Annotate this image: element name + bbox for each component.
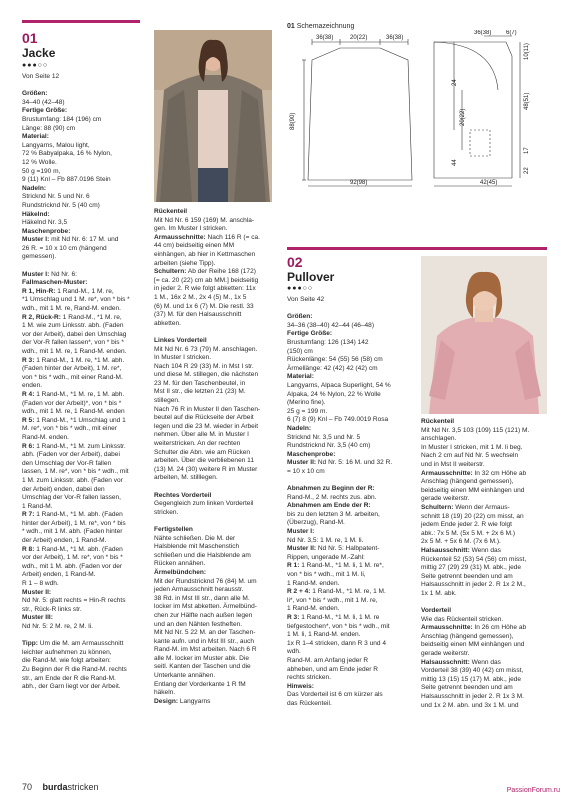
text-line bbox=[22, 632, 152, 641]
text-line: Muster II: bbox=[22, 588, 52, 596]
text-line: 72 % Babyalpaka, 16 % Nylon, bbox=[22, 150, 112, 158]
text-line: Nadeln: bbox=[22, 184, 47, 192]
text-line: 38 Rd. in Mst III str., dann alle M. bbox=[154, 594, 250, 602]
text-line: arbeiten. Über die verbliebenen 11 bbox=[154, 457, 254, 465]
text-line: Häkelnd Nr. 3,5 bbox=[22, 219, 68, 227]
text-line: von * bis * wdh., mit einer Rand-M. bbox=[22, 373, 123, 381]
text-line: Nähte schließen. Die M. der bbox=[154, 534, 236, 542]
text-line: Rand-M. am Anfang jeder R bbox=[287, 656, 369, 664]
text-line: abh. (Faden vor der Arbeit), dabei bbox=[22, 451, 120, 459]
schema-dim-front-right-d: 22 bbox=[524, 167, 530, 174]
text-line: R 3: 1 Rand-M., *1 M. li, 1 M. re bbox=[287, 613, 380, 621]
text-line: das Rückenteil. bbox=[287, 699, 332, 707]
text-line: Linkes Vorderteil bbox=[154, 336, 207, 344]
text-line: wdh., mit 1 M. abh. (Faden vor der bbox=[22, 562, 123, 570]
text-line: (Faden vor der Arbeit)*, von * bis * bbox=[22, 399, 122, 407]
text-line: gemessen). bbox=[22, 253, 57, 261]
text-line: R 1, Hin-R: 1 Rand-M., 1 M. re, bbox=[22, 287, 114, 295]
schema-dim-back-side: 88(90) bbox=[290, 112, 296, 130]
text-line: Seite getrennt beenden und am bbox=[421, 684, 513, 692]
text-line: und 1x 2 M. abn. und 3x 1 M. und bbox=[421, 701, 519, 709]
text-line: Nd Nr. 3,5: 1 M. re, 1 M. li. bbox=[287, 536, 364, 544]
section-title-pullover: Pullover bbox=[287, 270, 335, 284]
schema-dim-back-top-left: 36(38) bbox=[316, 35, 334, 41]
schema-dim-back-bottom: 92(98) bbox=[350, 180, 368, 186]
difficulty-rating-pullover: ●●●○○ bbox=[287, 285, 314, 292]
jacke-instructions-col2 bbox=[154, 208, 278, 706]
text-line: Zu Beginn der R die Rand-M. rechts bbox=[22, 665, 127, 673]
text-line: arbeiten (siehe Tipp). bbox=[154, 259, 216, 267]
text-line: Nach 104 R 29 (33) M. in Mst I str. bbox=[154, 362, 254, 370]
schema-dim-back-top-mid: 20(22) bbox=[350, 35, 368, 41]
text-line: Halsausschnitt in jeder 2. R 1x 2 M., bbox=[421, 581, 526, 589]
text-line: Muster I: mit Nd Nr. 6: 17 M. und bbox=[22, 236, 119, 244]
text-line: Brustumfang: 184 (196) cm bbox=[22, 115, 102, 123]
schema-dim-inner-a: 24 bbox=[452, 79, 458, 86]
text-line: 12 % Wolle. bbox=[22, 158, 57, 166]
text-line: Stricknd Nr. 5 und Nr. 6 bbox=[22, 193, 90, 201]
text-line: Rückenteil 52 (53) 54 (56) cm misst, bbox=[421, 555, 527, 563]
schema-header bbox=[287, 23, 354, 30]
text-line: wdh. bbox=[287, 648, 301, 656]
text-line: Armausschnitte: In 26 cm Höhe ab bbox=[421, 624, 527, 632]
text-line: jeden Armausschnitt herausstr. bbox=[154, 586, 244, 594]
text-line: 50 g =190 m, bbox=[22, 167, 61, 175]
text-line: 1 M. li, 1 Rand-M. enden. bbox=[287, 631, 361, 639]
section-number-jacke: 01 bbox=[22, 30, 38, 46]
text-line: Langyarns, Malou light, bbox=[22, 141, 90, 149]
text-line: Häkelnd: bbox=[22, 210, 50, 218]
text-line: R 5: 1 Rand-M., *1 Umschlag und 1 bbox=[22, 416, 126, 424]
text-line: Rückenteil bbox=[154, 208, 188, 215]
text-line: Fallmaschen-Muster: bbox=[22, 279, 88, 287]
text-line: Rundstricknd Nr. 3,5 (40 cm) bbox=[287, 442, 371, 450]
text-line: Ärmellänge: 42 (42) 42 (42) cm bbox=[287, 364, 378, 372]
text-line: gerade weiterstr. bbox=[421, 650, 470, 658]
text-line: Tipp: Um die M. am Armausschnitt bbox=[22, 640, 124, 648]
text-line: [= ca. 20 (22) cm ab MM.] beidseitig bbox=[154, 276, 259, 284]
text-line: 6 (7) 8 (9) Knl – Fb 749.0019 Rosa bbox=[287, 416, 389, 424]
text-line: R 2, Rück-R: 1 Rand-M., *1 M. re, bbox=[22, 313, 122, 321]
text-line: (13) M. 24 (30) weitere R im Muster bbox=[154, 465, 258, 473]
text-line: gen. Im Muster I stricken. bbox=[154, 225, 228, 233]
schema-dim-front-top-a: 36(38) bbox=[474, 30, 492, 36]
text-line: Nd Nr. 5: 2 M. re, 2 M. li. bbox=[22, 623, 93, 630]
text-line: (Faden hinter der Arbeit), 1 M. re*, bbox=[22, 365, 122, 373]
text-line: Mit Nd Nr. 5 22 M. an der Taschen- bbox=[154, 629, 256, 637]
text-line: Muster I: Nd Nr. 6: bbox=[22, 270, 77, 278]
text-line: bis zu den letzten 3 M. arbeiten, bbox=[287, 510, 380, 518]
text-line: Unterkante annähen. bbox=[154, 672, 216, 680]
schema-dim-inner-b: 20(22) bbox=[460, 108, 466, 126]
text-line: in jeder 2. R wie folgt abketten: 11x bbox=[154, 285, 256, 293]
text-line: 1 Rand-M. bbox=[22, 502, 53, 510]
text-line: Maschenprobe: bbox=[287, 450, 336, 458]
text-line: Muster II: Nd Nr. 5: 16 M. und 32 R. bbox=[287, 459, 393, 467]
text-line: Brustumfang: 126 (134) 142 bbox=[287, 338, 369, 346]
text-line: 1x R 1–4 stricken, dann R 3 und 4 bbox=[287, 639, 386, 647]
text-line: 1 Rand-M. enden. bbox=[287, 579, 340, 587]
text-line: und diese M. stillegen, die nächsten bbox=[154, 371, 259, 379]
text-line bbox=[154, 483, 278, 492]
text-line: 34–40 (42–48) bbox=[22, 98, 65, 106]
text-line: leichter aufnehmen zu können, bbox=[22, 648, 112, 656]
text-line: Entlang der Vorderkante 1 R fM bbox=[154, 680, 246, 688]
text-line: 1 M. zum Linksstr. abh. (Faden vor bbox=[22, 476, 123, 484]
text-line: Halsausschnitt: Wenn das bbox=[421, 658, 501, 666]
schema-dim-front-right-b: 48(51) bbox=[524, 92, 530, 110]
text-line: der Arbeit) enden, dabei den bbox=[22, 485, 105, 493]
text-line: R 2 + 4: 1 Rand-M., *1 M. re, 1 M. bbox=[287, 588, 386, 596]
text-line: abh., der Garn liegt vor der Arbeit. bbox=[22, 683, 121, 691]
text-line: abk.: 7x 5 M. (5x 5 M. + 2x 6 M.) bbox=[421, 529, 516, 537]
section-bar-jacke bbox=[22, 20, 140, 23]
schema-dim-front-top-b: 6(7) bbox=[506, 30, 517, 36]
text-line: enden. bbox=[22, 382, 43, 390]
text-line: Hinweis: bbox=[287, 682, 314, 690]
text-line: R 6: 1 Rand-M., *1 M. zum Linksstr. bbox=[22, 442, 126, 450]
text-line: beidseitig einen MM einhängen und bbox=[421, 641, 525, 649]
text-line: 1 Rand-M. enden. bbox=[287, 605, 340, 613]
text-line: wdh., mit 1 M. re, 1 Rand-M. enden. bbox=[22, 348, 127, 355]
text-line: 34–36 (38–40) 42–44 (46–48) bbox=[287, 321, 374, 329]
text-line: In Muster I stricken. bbox=[154, 354, 212, 362]
magazine-brand-bold: burda bbox=[42, 782, 68, 792]
text-line: und an den Nähten festheften. bbox=[154, 620, 243, 628]
text-line: und in Mst II weiterstr. bbox=[421, 460, 485, 468]
text-line: Material: bbox=[287, 373, 314, 381]
text-line: 2x 5 M. + 5x 6 M. (7x 6 M.). bbox=[421, 538, 501, 546]
text-line: wdh., mit 1 M. re, Rand-M. enden. bbox=[22, 305, 121, 313]
text-line: 1 M. wie zum Linksstr. abh. (Faden bbox=[22, 322, 124, 330]
text-line: Nach 76 R in Muster II den Taschen- bbox=[154, 405, 261, 413]
text-line: R 7: 1 Rand-M., *1 M. abh. (Faden bbox=[22, 511, 123, 519]
text-line: von * bis * wdh., mit 1 M. li, bbox=[287, 571, 366, 578]
text-line: 9 (11) Knl – Fb 887.0196 Stein bbox=[22, 176, 111, 184]
text-line: hinter der Arbeit), 1 M. re*, von * bis bbox=[22, 519, 126, 527]
text-line: alle M. locker im Muster abk. Die bbox=[154, 654, 249, 662]
text-line: schließen und die Halsblende am bbox=[154, 551, 251, 559]
pullover-instructions-col3 bbox=[287, 296, 415, 709]
schema-dim-inner-c: 44 bbox=[452, 159, 458, 166]
text-line: Länge: 88 (90) cm bbox=[22, 124, 76, 132]
text-line: Schulter die Abn. wie am Rücken bbox=[154, 448, 251, 456]
text-line: Gegengleich zum linken Vorderteil bbox=[154, 500, 254, 508]
text-line: R 4: 1 Rand-M., *1 M. re, 1 M. abh. bbox=[22, 390, 125, 398]
text-line: R 8: 1 Rand-M., *1 M. abh. (Faden bbox=[22, 545, 123, 553]
text-line: *1 Umschlag und 1 M. re*, von * bis * bbox=[22, 296, 130, 304]
text-line: M. re*, von * bis * wdh., mit einer bbox=[22, 425, 117, 433]
text-line: 25 g = 199 m. bbox=[287, 407, 328, 415]
text-line bbox=[22, 82, 152, 91]
text-line: rechts stricken. bbox=[287, 674, 332, 682]
text-line: Wie das Rückenteil stricken. bbox=[421, 615, 504, 623]
text-line: die Rand-M. wie folgt arbeiten: bbox=[22, 657, 111, 665]
text-line: Armausschnitte: Nach 116 R (= ca. bbox=[154, 233, 260, 241]
text-line: Halsausschnitt in jeder 2. R 1x 3 M. bbox=[421, 693, 524, 700]
text-line: stillegen. bbox=[154, 397, 180, 405]
page-number: 70 bbox=[22, 782, 33, 792]
text-line: Rundstricknd Nr. 5 (40 cm) bbox=[22, 201, 100, 209]
text-line: Das Vorderteil ist 6 cm kürzer als bbox=[287, 691, 383, 699]
text-line: li*, von * bis * wdh., mit 1 M. re, bbox=[287, 596, 378, 604]
text-line: Umschlag der Vor-R fallen lassen, bbox=[22, 494, 121, 502]
text-line: 23 M. für den Taschenbeutel, in bbox=[154, 379, 246, 387]
text-line: stricken. bbox=[154, 508, 179, 516]
text-line: Rand-M., 2 M. rechts zus. abn. bbox=[287, 493, 377, 501]
text-line: (6) M. und 1x 6 (7) M. Die restl. 33 bbox=[154, 302, 254, 310]
text-line: Abnahmen am Ende der R: bbox=[287, 502, 371, 510]
text-line: der Vor-R fallen lassen*, von * bis * bbox=[22, 339, 124, 347]
text-line: * wdh., mit 1 M. abh. (Faden hinter bbox=[22, 528, 123, 536]
text-line: Fertige Größe: bbox=[287, 330, 333, 338]
text-line: Maschenprobe: bbox=[22, 227, 71, 235]
text-line: Muster II: Nd Nr. 5: Halbpatent- bbox=[287, 545, 380, 553]
schema-dim-back-top-right: 36(38) bbox=[386, 35, 404, 41]
text-line: anschlagen. bbox=[421, 435, 457, 443]
text-line: Arbeit) enden, 1 Rand-M. bbox=[22, 571, 96, 579]
text-line: abketten. bbox=[154, 319, 181, 327]
schema-dim-front-right-c: 17 bbox=[524, 147, 530, 154]
text-line: schnitt 18 (19) 20 (22) cm misst, an bbox=[421, 512, 524, 520]
text-line: Anschlag (hängend gemessen), bbox=[421, 478, 514, 486]
pullover-instructions-col4 bbox=[421, 418, 551, 710]
page-footer bbox=[22, 782, 99, 792]
text-line: Nd Nr. 5: glatt rechts = Hin-R rechts bbox=[22, 597, 126, 605]
photo-pullover bbox=[421, 256, 547, 414]
text-line: einhängen, ab hier in Kettmaschen bbox=[154, 250, 256, 258]
text-line: der Arbeit) enden, 1 Rand-M. bbox=[22, 537, 107, 545]
text-line: wdh., mit 1 M. re, 1 Rand-M. enden bbox=[22, 408, 125, 416]
text-line: Vorderteil bbox=[421, 607, 452, 615]
text-line: Rand-M. im Mst arbeiten. Nach 6 R bbox=[154, 646, 257, 654]
text-line bbox=[287, 305, 415, 314]
text-line: 1x 1 M. abk. bbox=[421, 589, 457, 597]
text-line: Mst II str., die letzten 21 (23) M. bbox=[154, 388, 246, 396]
jacke-instructions-col1 bbox=[22, 73, 152, 692]
text-line: den Umschlag der Vor-R fallen bbox=[22, 459, 112, 467]
text-line: Anschlag (hängend gemessen), bbox=[421, 632, 514, 640]
schema-drawing bbox=[284, 30, 554, 190]
text-line: Von Seite 42 bbox=[287, 296, 325, 303]
text-line: (150) cm bbox=[287, 347, 313, 355]
text-line: (37) M. für den Halsausschnitt bbox=[154, 311, 242, 319]
schema-number: 01 bbox=[287, 23, 295, 30]
text-line: beidseitig einen MM einhängen und bbox=[421, 486, 525, 494]
text-line: Fertigstellen bbox=[154, 525, 193, 533]
schema-dim-front-bottom: 42(45) bbox=[480, 180, 498, 186]
text-line: häkeln. bbox=[154, 689, 176, 697]
text-line: mittig 13 (15) 15 (17) M. abk., jede bbox=[421, 675, 522, 683]
text-line: Schultern: Wenn der Armaus- bbox=[421, 503, 510, 511]
text-line: jedem Ende jeder 2. R wie folgt bbox=[421, 521, 512, 529]
section-number-pullover: 02 bbox=[287, 254, 303, 270]
text-line: Rechtes Vorderteil bbox=[154, 491, 212, 499]
text-line bbox=[22, 262, 152, 271]
text-line bbox=[154, 328, 278, 337]
watermark: PassionForum.ru bbox=[506, 787, 560, 794]
text-line bbox=[154, 517, 278, 526]
text-line: Muster I: bbox=[287, 528, 315, 536]
schema-dim-front-right-a: 10(11) bbox=[524, 43, 530, 60]
text-line: locker im Mst abketten. Ärmelbünd- bbox=[154, 603, 257, 611]
text-line: = 10 x 10 cm bbox=[287, 467, 325, 475]
text-line: Mit Nd Nr. 6 159 (169) M. anschla- bbox=[154, 216, 255, 224]
text-line: Material: bbox=[22, 133, 49, 141]
text-line: Seite getrennt beenden und am bbox=[421, 572, 513, 580]
text-line: Rippen, ungerade M.-Zahl: bbox=[287, 553, 365, 561]
text-line: (Überzug), Rand-M. bbox=[287, 519, 345, 527]
text-line: vor der Arbeit), dabei den Umschlag bbox=[22, 330, 127, 338]
text-line: Mit Nd Nr. 3,5 103 (109) 115 (121) M. bbox=[421, 426, 530, 434]
text-line: Alpaka, 24 % Nylon, 22 % Wolle bbox=[287, 390, 381, 398]
text-line: Rückenteil bbox=[421, 418, 455, 425]
text-line: Stricknd Nr. 3,5 und Nr. 5 bbox=[287, 433, 361, 441]
difficulty-rating-jacke: ●●●○○ bbox=[22, 62, 49, 69]
section-bar-pullover bbox=[287, 247, 547, 250]
text-line: Größen: bbox=[22, 90, 48, 98]
text-line: Rücken annähen. bbox=[154, 560, 206, 568]
text-line: weiterstricken. An der rechten bbox=[154, 440, 241, 448]
text-line bbox=[287, 476, 415, 485]
text-line: Schultern: Ab der Reihe 168 (172) bbox=[154, 268, 256, 276]
text-line: Nadeln: bbox=[287, 424, 312, 432]
text-line: Rand-M. enden. bbox=[22, 433, 69, 441]
text-line: chen zur Hälfte nach außen legen bbox=[154, 611, 253, 619]
photo-jacke bbox=[154, 30, 272, 202]
text-line: (Merino fine). bbox=[287, 399, 326, 407]
text-line: vor der Arbeit), 1 M. re*, von * bis * bbox=[22, 554, 123, 562]
text-line: Nach 2 cm auf Nd Nr. 5 wechseln bbox=[421, 452, 519, 460]
text-line: R 1: 1 Rand-M., *1 M. li, 1 M. re*, bbox=[287, 562, 384, 570]
text-line: Ärmelbündchen: bbox=[154, 568, 207, 576]
text-line: Von Seite 12 bbox=[22, 73, 60, 80]
text-line: Armausschnitte: In 32 cm Höhe ab bbox=[421, 469, 527, 477]
text-line: In Muster I stricken, mit 1 M. li beg. bbox=[421, 443, 523, 451]
text-line: Vorderteil 38 (39) 40 (42) cm misst, bbox=[421, 667, 524, 675]
text-line: Größen: bbox=[287, 313, 313, 321]
text-line: lassen, 1 M. re*, von * bis * wdh., mit bbox=[22, 468, 129, 476]
text-line: Mit der Rundstricknd 76 (84) M. um bbox=[154, 577, 257, 585]
text-line: str., am Ende der R die Rand-M. bbox=[22, 674, 116, 682]
text-line: abheben, und am Ende jeder R bbox=[287, 665, 378, 673]
text-line: legen und die 23 M. wieder in Arbeit bbox=[154, 422, 259, 430]
text-line: R 3: 1 Rand-M., 1 M. re, *1 M. abh. bbox=[22, 356, 125, 364]
text-line: Mit Nd Nr. 6 73 (79) M. anschlagen. bbox=[154, 345, 258, 353]
text-line: 44 cm) beidseitig einen MM bbox=[154, 242, 235, 250]
text-line: 1 M., 16x 2 M., 2x 4 (5) M., 1x 5 bbox=[154, 293, 247, 301]
text-line: Fertige Größe: bbox=[22, 107, 68, 115]
text-line: mittig 27 (29) 29 (31) M. abk., jede bbox=[421, 564, 522, 572]
text-line: seitl. Kanten der Taschen und die bbox=[154, 663, 251, 671]
text-line: Muster III: bbox=[22, 614, 53, 622]
text-line: tiefgestochen*, von * bis * wdh., mit bbox=[287, 622, 390, 630]
text-line: gerade weiterstr. bbox=[421, 495, 470, 503]
text-line: kante aufn. und in Mst III str., auch bbox=[154, 637, 255, 645]
section-title-jacke: Jacke bbox=[22, 46, 56, 60]
text-line: Rückenlänge: 54 (55) 56 (58) cm bbox=[287, 356, 383, 364]
text-line: nehmen. Über alle M. in Muster I bbox=[154, 431, 249, 439]
text-line: Langyarns, Alpaca Superlight, 54 % bbox=[287, 381, 391, 389]
magazine-brand-rest: stricken bbox=[67, 782, 99, 792]
text-line: Abnahmen zu Beginn der R: bbox=[287, 485, 375, 493]
text-line: Halsausschnitt: Wenn das bbox=[421, 546, 501, 554]
text-line: str., Rück-R links str. bbox=[22, 605, 82, 613]
text-line: Design: Langyarns bbox=[154, 697, 211, 705]
schema-label: Schemazeichnung bbox=[296, 23, 355, 30]
text-line: beutel auf die Rückseite der Arbeit bbox=[154, 414, 254, 422]
text-line: 26 R. = 10 x 10 cm (hängend bbox=[22, 244, 107, 252]
text-line: R 1 – 8 wdh. bbox=[22, 580, 59, 588]
text-line: arbeiten, M. stilllegen. bbox=[154, 474, 218, 482]
text-line: Halsblende mit Maschenstich bbox=[154, 543, 240, 551]
text-line bbox=[421, 598, 551, 607]
